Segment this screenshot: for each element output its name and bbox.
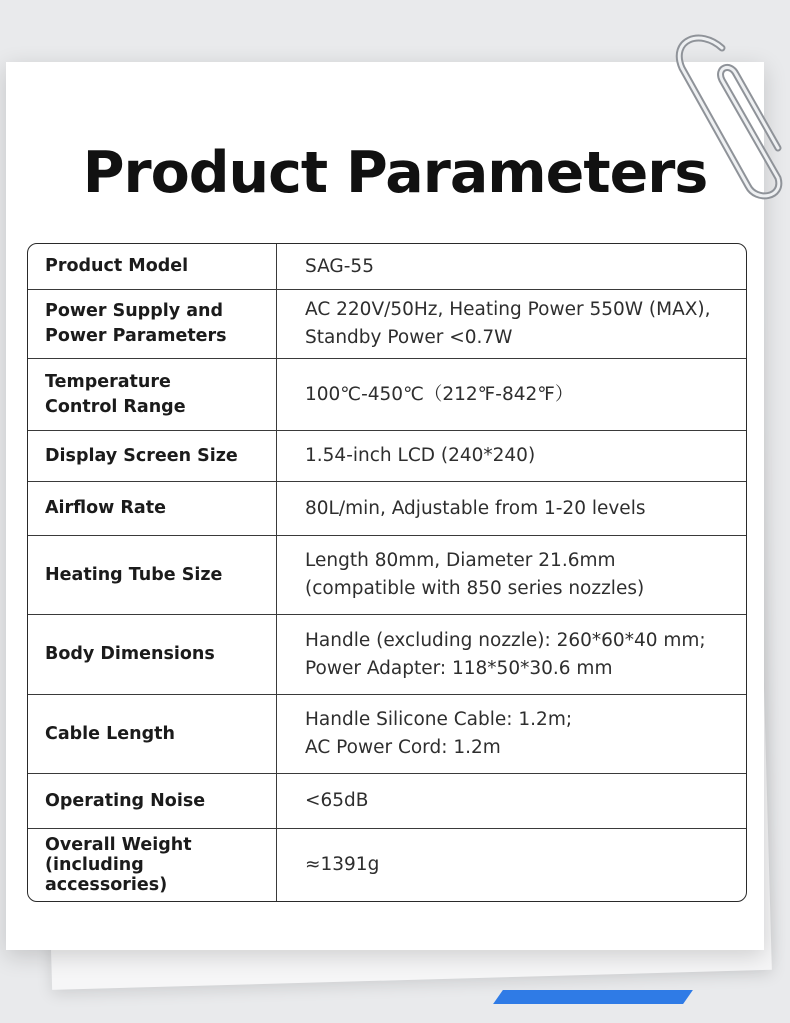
param-value: ≈1391g bbox=[305, 854, 380, 875]
table-row bbox=[28, 290, 746, 359]
param-value: SAG-55 bbox=[305, 255, 374, 277]
param-label: Overall Weight (including accessories) bbox=[28, 829, 277, 901]
accent-strip bbox=[493, 990, 693, 1004]
param-label: Temperature Control Range bbox=[28, 359, 277, 430]
table-row bbox=[28, 695, 746, 774]
param-label: Cable Length bbox=[28, 695, 277, 773]
table-row bbox=[28, 829, 746, 901]
param-value: 100℃-450℃（212℉-842℉） bbox=[305, 383, 574, 405]
table-row bbox=[28, 536, 746, 615]
parameters-table bbox=[27, 243, 747, 902]
param-value: <65dB bbox=[305, 790, 369, 811]
table-row bbox=[28, 774, 746, 829]
table-row bbox=[28, 615, 746, 695]
table-row bbox=[28, 431, 746, 482]
param-label: Display Screen Size bbox=[28, 431, 277, 481]
param-label: Product Model bbox=[28, 244, 277, 289]
param-value: Handle Silicone Cable: 1.2m; AC Power Cord: 1.2m bbox=[305, 709, 573, 758]
param-value: AC 220V/50Hz, Heating Power 550W (MAX), Standby Power <0.7W bbox=[305, 299, 711, 348]
param-value: 1.54-inch LCD (240*240) bbox=[305, 445, 536, 466]
param-label: Power Supply and Power Parameters bbox=[28, 290, 277, 358]
param-label: Airflow Rate bbox=[28, 482, 277, 535]
table-row bbox=[28, 482, 746, 536]
param-value: Length 80mm, Diameter 21.6mm (compatible with 850 series nozzles) bbox=[305, 550, 645, 599]
param-value: 80L/min, Adjustable from 1-20 levels bbox=[305, 497, 646, 519]
param-label: Operating Noise bbox=[28, 774, 277, 828]
param-value: Handle (excluding nozzle): 260*60*40 mm; Power Adapter: 118*50*30.6 mm bbox=[305, 629, 706, 679]
table-row bbox=[28, 244, 746, 290]
page-title: Product Parameters bbox=[82, 140, 708, 206]
param-label: Body Dimensions bbox=[28, 615, 277, 694]
param-label: Heating Tube Size bbox=[28, 536, 277, 614]
table-row bbox=[28, 359, 746, 431]
